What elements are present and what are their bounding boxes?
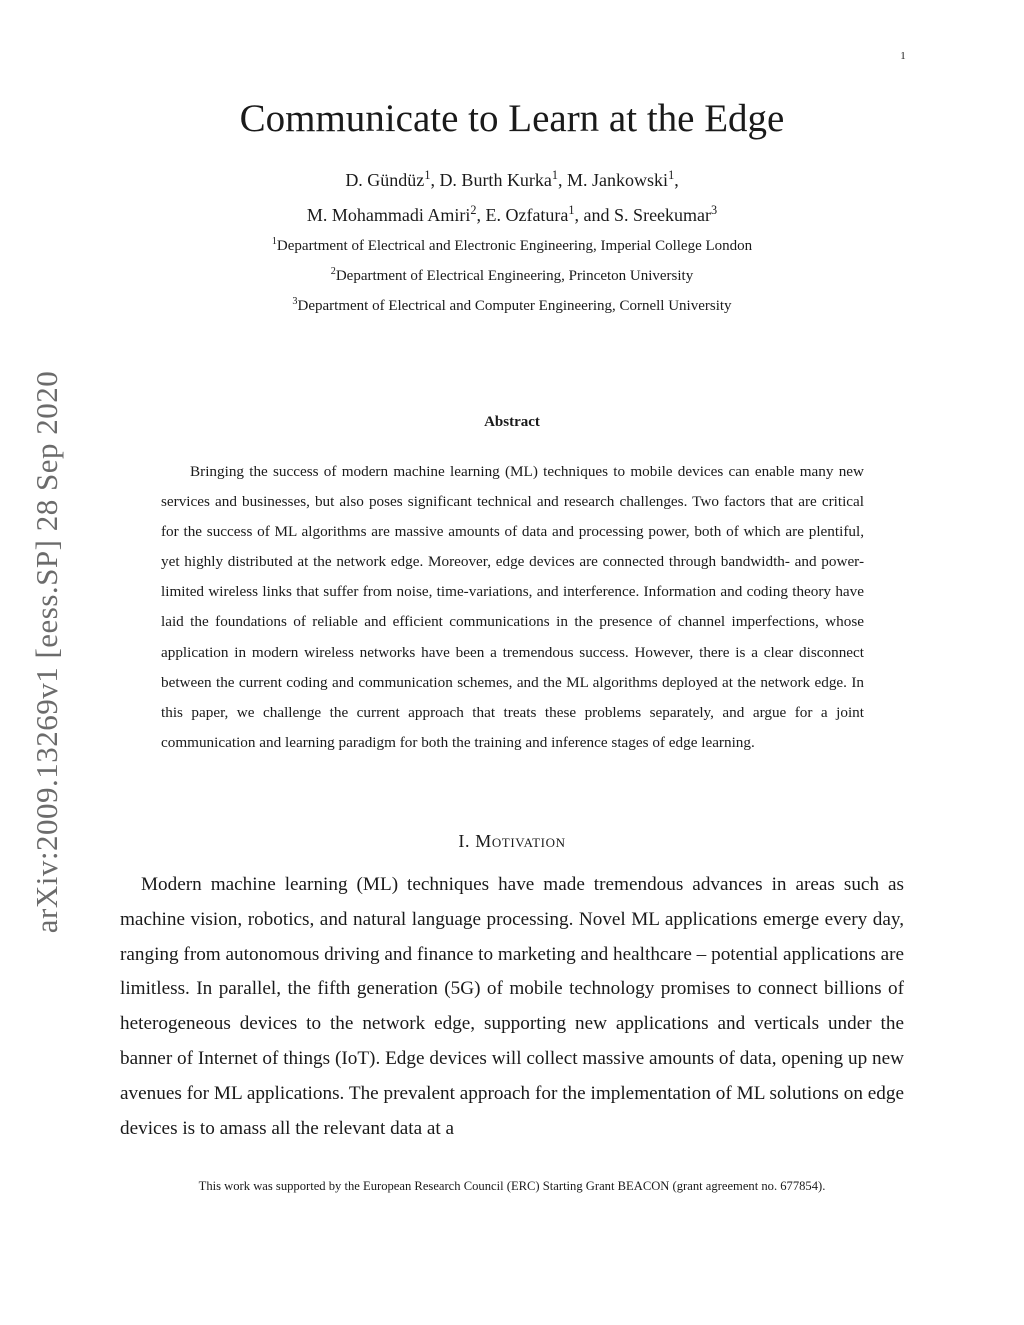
- author-name: M. Mohammadi Amiri: [306, 205, 471, 225]
- affiliation-number: 2: [330, 266, 336, 278]
- affiliation-3: [0, 296, 1024, 316]
- affiliation-marker: 2: [470, 203, 477, 218]
- author-name: D. Burth Kurka: [439, 170, 552, 190]
- affiliation-text: Department of Electrical and Electronic Engineering, Imperial College London: [276, 238, 753, 254]
- author-separator: ,: [476, 205, 486, 225]
- affiliation-marker: 1: [668, 168, 675, 183]
- author-name: S. Sreekumar: [614, 205, 712, 225]
- section-body-text: Modern machine learning (ML) techniques have made tremendous advances in areas such as machine vision, robotics, and natural language processing. Novel ML applications emerge every day, ranging from autonomous driving and finance to marketing and healthcare – potential applications are limitless. In parallel, the fifth generation (5G) of mobile technology promises to connect billions of heterogeneous devices to the network edge, supporting new applications and verticals under the banner of Internet of things (IoT). Edge devices will collect massive amounts of data, opening up new avenues for ML applications. The prevalent approach for the implementation of ML solutions on edge devices is to amass all the relevant data at a: [120, 874, 904, 1139]
- section-title: Motivation: [475, 831, 566, 851]
- author-line-1: [0, 169, 1024, 191]
- affiliation-2: [0, 266, 1024, 286]
- paper-title: Communicate to Learn at the Edge: [239, 97, 785, 140]
- author-line-2: [0, 204, 1024, 226]
- section-number: I.: [458, 831, 471, 851]
- abstract-heading: Abstract: [484, 414, 540, 430]
- affiliation-text: Department of Electrical and Computer Engineering, Cornell University: [297, 298, 732, 314]
- section-heading: [0, 831, 1024, 852]
- affiliation-1: [0, 236, 1024, 256]
- author-separator: ,: [674, 170, 679, 190]
- affiliation-marker: 1: [424, 168, 431, 183]
- author-name: D. Gündüz: [345, 170, 425, 190]
- affiliation-marker: 1: [568, 203, 575, 218]
- funding-footnote: This work was supported by the European Research Council (ERC) Starting Grant BEACON (grant agreement no. 677854).: [198, 1179, 826, 1193]
- affiliation-number: 1: [271, 236, 277, 248]
- arxiv-identifier: arXiv:2009.13269v1 [eess.SP] 28 Sep 2020: [29, 370, 64, 934]
- author-separator: , and: [574, 205, 615, 225]
- author-name: M. Jankowski: [567, 170, 669, 190]
- author-name: E. Ozfatura: [485, 205, 569, 225]
- page-number: 1: [900, 50, 906, 62]
- author-separator: ,: [558, 170, 568, 190]
- abstract-text: Bringing the success of modern machine learning (ML) techniques to mobile devices can enable many new services and businesses, but also poses significant technical and research challenges. Two factors that are critical for the success of ML algorithms are massive amounts of data and processing power, both of which are plentiful, yet highly distributed at the network edge. Moreover, edge devices are connected through bandwidth- and power-limited wireless links that suffer from noise, time-variations, and interference. Information and coding theory have laid the foundations of reliable and efficient communications in the presence of channel imperfections, whose application in modern wireless networks have been a tremendous success. However, there is a clear disconnect between the current coding and communication schemes, and the ML algorithms deployed at the network edge. In this paper, we challenge the current approach that treats these problems separately, and argue for a joint communication and learning paradigm for both the training and inference stages of edge learning.: [161, 463, 864, 751]
- affiliation-marker: 1: [551, 168, 559, 183]
- author-separator: ,: [430, 170, 440, 190]
- affiliation-text: Department of Electrical Engineering, Princeton University: [335, 268, 694, 284]
- affiliation-number: 3: [292, 296, 298, 308]
- affiliation-marker: 3: [711, 203, 718, 218]
